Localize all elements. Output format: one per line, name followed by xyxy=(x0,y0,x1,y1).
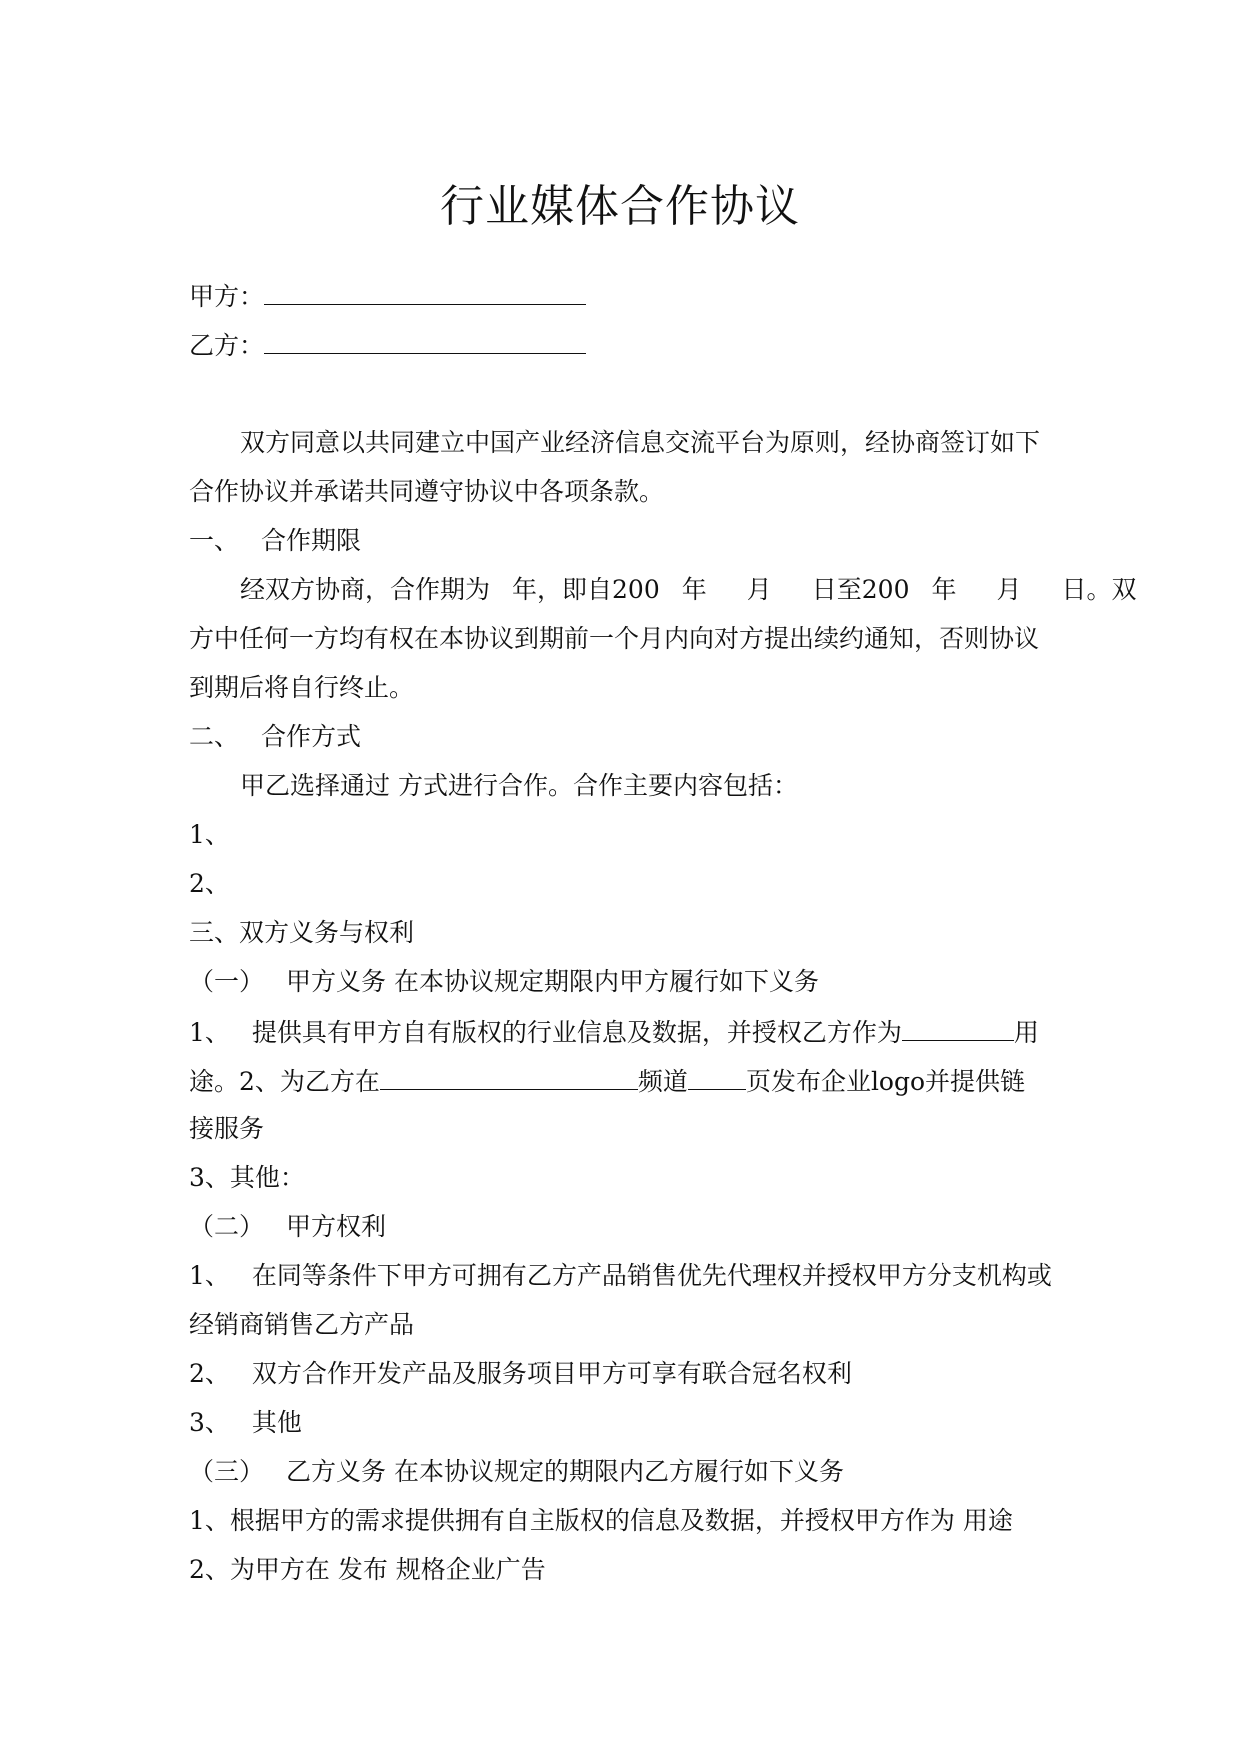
party-b-label: 乙方： xyxy=(189,331,265,360)
section-2-heading xyxy=(189,722,1069,752)
start-day-unit: 日至200 xyxy=(811,575,910,604)
subsection-3-2-heading xyxy=(189,1212,1069,1242)
item-number: 3、 xyxy=(189,1408,230,1437)
section-1-para-line-1 xyxy=(189,575,1137,605)
item-text: 途。2、为乙方在 xyxy=(189,1067,380,1096)
subsection-3-3-item-1: 1、根据甲方的需求提供拥有自主版权的信息及数据，并授权甲方作为 用途 xyxy=(189,1506,1013,1535)
item-text: 双方合作开发产品及服务项目甲方可享有联合冠名权利 xyxy=(251,1359,852,1388)
subsection-3-1-heading xyxy=(189,967,1069,997)
subsection-3-1-item-2-cont: 接服务 xyxy=(189,1114,265,1143)
subsection-3-2-item-1-cont: 经销商销售乙方产品 xyxy=(189,1310,415,1339)
section-1-para-line-3: 到期后将自行终止。 xyxy=(189,673,415,702)
subsection-3-2-number: （二） xyxy=(189,1212,265,1241)
subsection-3-3-item-2: 2、为甲方在 发布 规格企业广告 xyxy=(189,1555,546,1584)
subsection-3-2-title: 甲方权利 xyxy=(286,1212,387,1241)
page-blank[interactable] xyxy=(688,1065,746,1090)
party-b-line xyxy=(189,329,1069,361)
end-year-unit: 年 xyxy=(931,575,957,604)
party-b-blank[interactable] xyxy=(264,329,586,354)
party-a-label: 甲方： xyxy=(189,282,265,311)
party-a-blank[interactable] xyxy=(264,280,586,305)
section-2-number: 二、 xyxy=(189,722,240,751)
item-text-cont: 页发布企业logo并提供链 xyxy=(745,1067,1026,1096)
section-1-heading xyxy=(189,526,1069,556)
subsection-3-2-item-3 xyxy=(189,1408,1069,1438)
item-text: 在同等条件下甲方可拥有乙方产品销售优先代理权并授权甲方分支机构或 xyxy=(251,1261,1052,1290)
channel-blank[interactable] xyxy=(380,1065,638,1090)
start-year-text: 年，即自200 xyxy=(512,575,660,604)
item-text-end: 用 xyxy=(1013,1018,1039,1047)
item-number: 2、 xyxy=(189,1359,230,1388)
start-year-unit: 年 xyxy=(681,575,707,604)
subsection-3-1-item-1 xyxy=(189,1016,1069,1048)
section-2-para: 甲乙选择通过 方式进行合作。合作主要内容包括： xyxy=(240,771,798,800)
intro-line-2: 合作协议并承诺共同遵守协议中各项条款。 xyxy=(189,477,665,506)
start-month-unit: 月 xyxy=(746,575,772,604)
section-1-title: 合作期限 xyxy=(261,526,362,555)
channel-label: 频道 xyxy=(637,1067,688,1096)
subsection-3-1-item-3: 3、其他： xyxy=(189,1163,305,1192)
item-number: 1、 xyxy=(189,1018,230,1047)
section-2-item-2: 2、 xyxy=(189,869,230,898)
item-number: 1、 xyxy=(189,1261,230,1290)
subsection-3-1-item-2 xyxy=(189,1065,1069,1097)
section-1-para-line-2: 方中任何一方均有权在本协议到期前一个月内向对方提出续约通知，否则协议 xyxy=(189,624,1040,653)
subsection-3-3-heading xyxy=(189,1457,1069,1487)
section-3-heading: 三、双方义务与权利 xyxy=(189,918,415,947)
section-1-number: 一、 xyxy=(189,526,240,555)
subsection-3-2-item-2 xyxy=(189,1359,1069,1389)
subsection-3-3-title: 乙方义务 在本协议规定的期限内乙方履行如下义务 xyxy=(286,1457,844,1486)
document-title: 行业媒体合作协议 xyxy=(440,181,800,232)
subsection-3-1-title: 甲方义务 在本协议规定期限内甲方履行如下义务 xyxy=(286,967,819,996)
term-text: 经双方协商，合作期为 xyxy=(240,575,491,604)
end-day-unit: 日。双 xyxy=(1061,575,1137,604)
section-2-item-1: 1、 xyxy=(189,820,230,849)
party-a-line xyxy=(189,280,1069,312)
end-month-unit: 月 xyxy=(996,575,1022,604)
subsection-3-1-number: （一） xyxy=(189,967,265,996)
intro-line-1: 双方同意以共同建立中国产业经济信息交流平台为原则，经协商签订如下 xyxy=(240,428,1041,457)
usage-blank[interactable] xyxy=(902,1016,1014,1041)
item-text: 其他 xyxy=(251,1408,302,1437)
subsection-3-3-number: （三） xyxy=(189,1457,265,1486)
section-2-title: 合作方式 xyxy=(261,722,362,751)
item-text: 提供具有甲方自有版权的行业信息及数据，并授权乙方作为 xyxy=(251,1018,902,1047)
subsection-3-2-item-1 xyxy=(189,1261,1069,1291)
